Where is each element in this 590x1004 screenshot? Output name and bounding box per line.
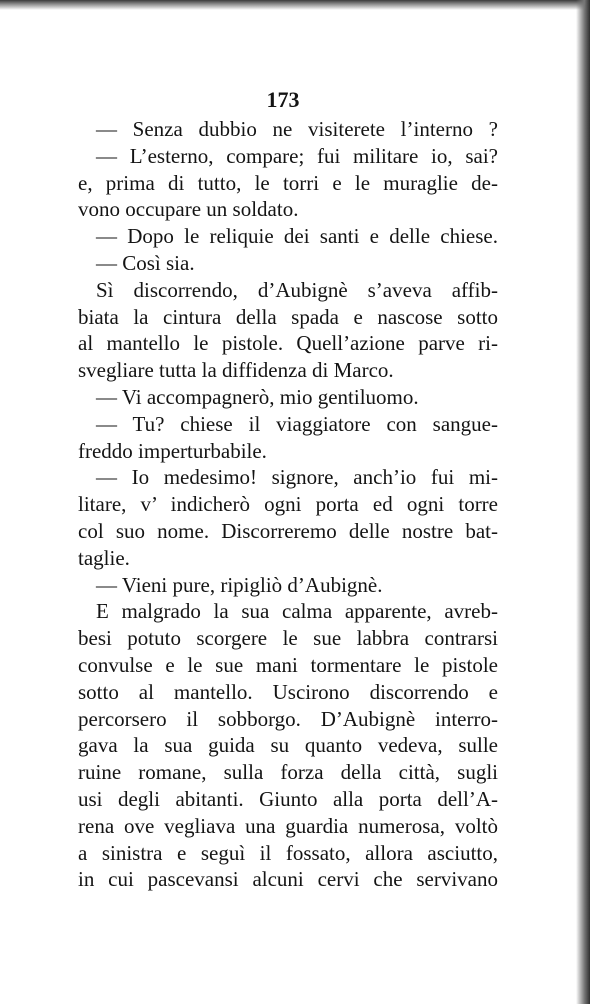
text-line: a sinistra e seguì il fossato, allora asciutto, [78,840,498,865]
page-body-text [78,116,498,893]
text-line: rena ove vegliava una guardia numerosa, voltò [78,813,498,838]
text-line: taglie. [78,545,130,570]
text-line: — Così sia. [96,250,195,275]
text-line: biata la cintura della spada e nascose sotto [78,304,498,329]
text-line: svegliare tutta la diffidenza di Marco. [78,358,394,383]
text-line: Sì discorrendo, d’Aubignè s’aveva affib- [96,277,498,302]
text-line: in cui pascevansi alcuni cervi che servivano [78,867,498,892]
text-line: E malgrado la sua calma apparente, avreb- [96,599,498,624]
text-line: gava la sua guida su quanto vedeva, sulle [78,733,498,758]
page-scan-binding-edge [576,0,590,1004]
text-line: litare, v’ indicherò ogni porta ed ogni torre [78,492,498,517]
text-line: e, prima di tutto, le torri e le muraglie de- [78,170,498,195]
text-line: — Senza dubbio ne visiterete l’interno ? [96,117,498,141]
text-line: — Dopo le reliquie dei santi e delle chiese. [96,224,498,249]
text-line: — L’esterno, compare; fui militare io, sai? [96,143,498,168]
text-line: — Io medesimo! signore, anch’io fui mi- [96,465,498,490]
page-number: 173 [266,87,300,112]
text-line: — Vieni pure, ripigliò d’Aubignè. [96,572,383,597]
text-line: besi potuto scorgere le sue labbra contrarsi [78,626,498,651]
text-line: vono occupare un soldato. [78,197,299,222]
text-line: ruine romane, sulla forza della città, sugli [78,760,498,785]
text-line: freddo imperturbabile. [78,438,267,463]
text-line: col suo nome. Discorreremo delle nostre bat- [78,518,498,543]
text-line: al mantello le pistole. Quell’azione parve ri- [78,331,498,356]
text-line: — Vi accompagnerò, mio gentiluomo. [96,384,419,409]
text-line: usi degli abitanti. Giunto alla porta dell’A- [78,786,498,811]
text-line: convulse e le sue mani tormentare le pistole [78,652,498,677]
text-line: sotto al mantello. Uscirono discorrendo e [78,679,498,704]
text-line: — Tu? chiese il viaggiatore con sangue- [96,411,498,436]
page-scan-top-edge [0,0,590,10]
book-page [78,84,498,893]
text-line: percorsero il sobborgo. D’Aubignè interro- [78,706,498,731]
